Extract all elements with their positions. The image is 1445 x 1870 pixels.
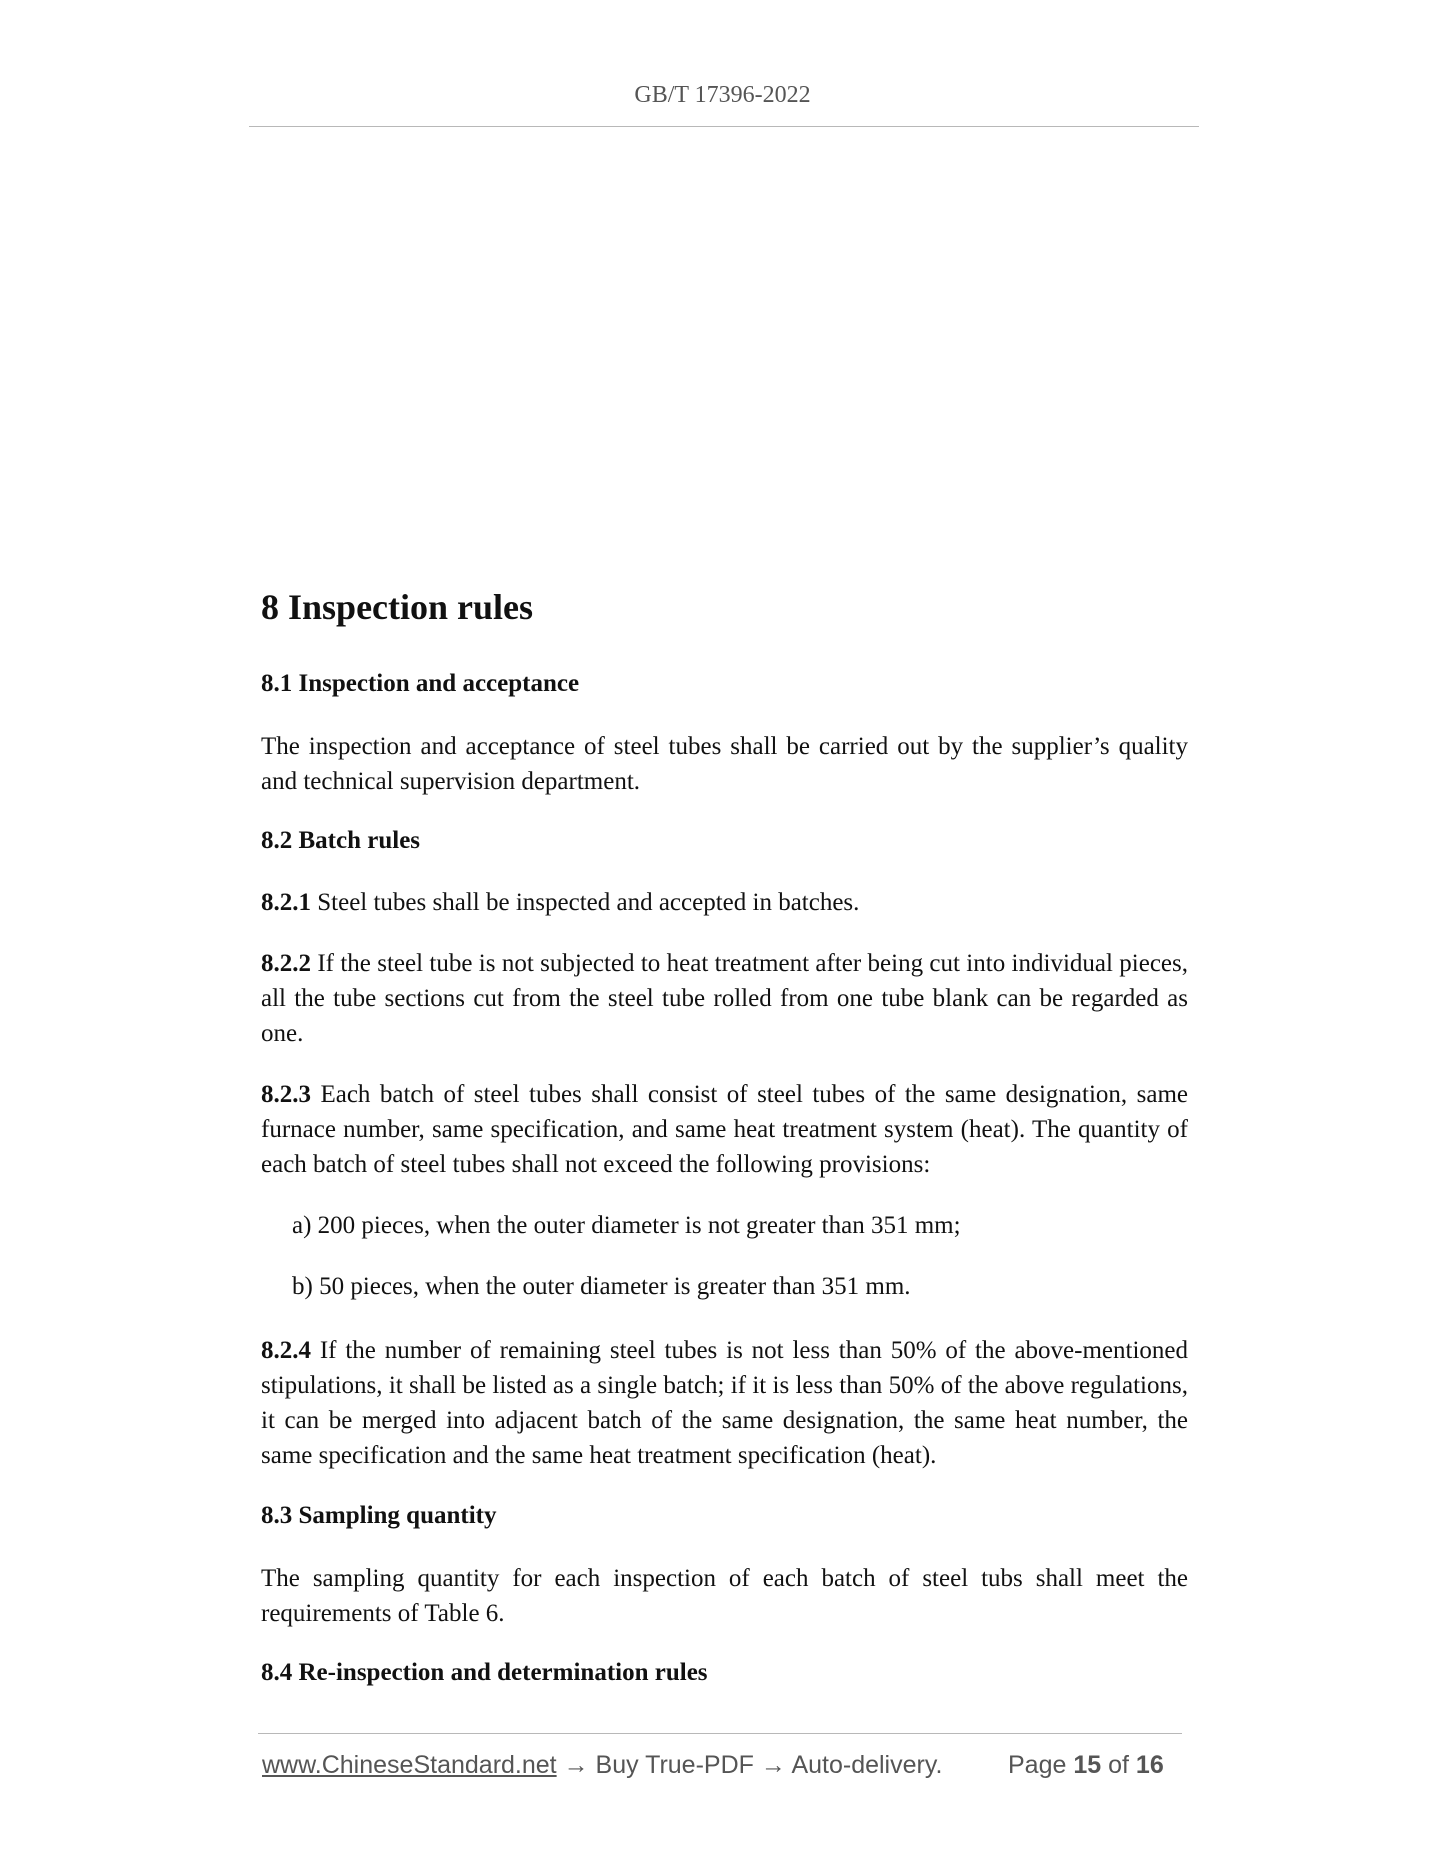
clause-8-2-4 <box>261 1333 1188 1473</box>
delivery-text: Auto-delivery. <box>791 1751 943 1779</box>
subsection-8-4-title: 8.4 Re-inspection and determination rules <box>261 1659 708 1686</box>
clause-8-2-1 <box>261 885 1188 920</box>
arrow-icon: → <box>563 1751 589 1779</box>
website-link[interactable]: www.ChineseStandard.net <box>262 1751 557 1779</box>
clause-number: 8.2.2 <box>261 950 311 977</box>
clause-text: If the number of remaining steel tubes is not less than 50% of the above-mentioned stipulations, it shall be listed as a single batch; if it is less than 50% of the above regulations, it can be merged into adjacent batch of the same designation, the same heat number, the same specification and the same heat treatment specification (heat). <box>261 1337 1188 1469</box>
clause-8-2-2 <box>261 946 1188 1051</box>
document-code-header: GB/T 17396-2022 <box>634 82 811 108</box>
list-item-a: a) 200 pieces, when the outer diameter is not greater than 351 mm; <box>292 1212 961 1239</box>
subsection-8-1-text: The inspection and acceptance of steel tubes shall be carried out by the supplier’s quality and technical supervision department. <box>261 733 1188 795</box>
clause-text: If the steel tube is not subjected to heat treatment after being cut into individual pieces, all the tube sections cut from the steel tube rolled from one tube blank can be regarded as one. <box>261 950 1188 1047</box>
clause-number: 8.2.4 <box>261 1337 311 1364</box>
of-label: of <box>1108 1751 1129 1779</box>
section-heading: 8 Inspection rules <box>261 587 534 627</box>
page-indicator <box>1008 1751 1164 1780</box>
header-divider <box>249 126 1199 127</box>
clause-text: Each batch of steel tubes shall consist of steel tubes of the same designation, same furnace number, same specification, and same heat treatment system (heat). The quantity of each batch of steel tubes shall not exceed the following provisions: <box>261 1081 1188 1178</box>
current-page-number: 15 <box>1073 1751 1102 1779</box>
subsection-8-1-title: 8.1 Inspection and acceptance <box>261 670 580 697</box>
clause-number: 8.2.3 <box>261 1081 311 1108</box>
clause-text: Steel tubes shall be inspected and accepted in batches. <box>311 889 860 916</box>
subsection-8-3-title: 8.3 Sampling quantity <box>261 1502 497 1529</box>
footer-divider <box>258 1733 1182 1734</box>
total-pages-number: 16 <box>1135 1751 1164 1779</box>
page-label: Page <box>1008 1751 1067 1779</box>
subsection-8-2-title: 8.2 Batch rules <box>261 827 421 854</box>
subsection-8-3-text: The sampling quantity for each inspection of each batch of steel tubs shall meet the requirements of Table 6. <box>261 1565 1188 1627</box>
buy-text: Buy True-PDF <box>595 1751 754 1779</box>
clause-8-2-3 <box>261 1077 1188 1182</box>
arrow-icon: → <box>760 1751 786 1779</box>
list-item-b: b) 50 pieces, when the outer diameter is greater than 351 mm. <box>292 1273 911 1300</box>
clause-number: 8.2.1 <box>261 889 311 916</box>
footer-promo <box>262 1751 942 1780</box>
